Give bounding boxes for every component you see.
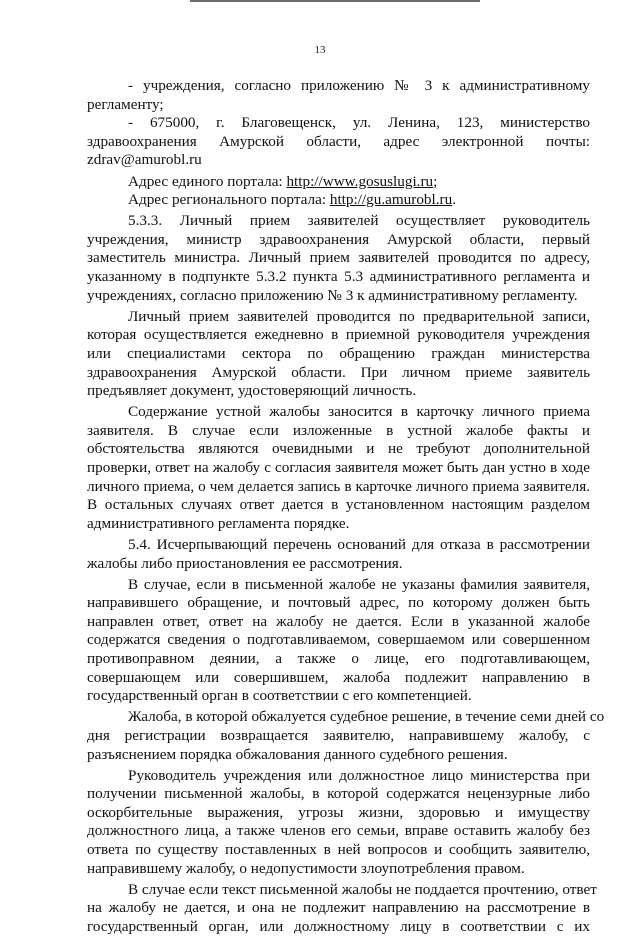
gosuslugi-link[interactable]: http://www.gosuslugi.ru xyxy=(286,172,434,190)
portal-label: Адрес единого портала: xyxy=(128,172,287,190)
punctuation: ; xyxy=(433,172,438,190)
text-line: на жалобу не дается, и она не подлежит направлению на рассмотрение в xyxy=(87,899,590,917)
text-line: или специалистами сектора по обращению граждан министерства xyxy=(87,344,590,362)
text-line: учреждениях, согласно приложению № 3 к административному регламенту. xyxy=(87,286,578,304)
amurobl-link[interactable]: http://gu.amurobl.ru xyxy=(329,191,453,209)
text-line: здравоохранения Амурской области, адрес электронной почты: xyxy=(87,132,590,150)
text-line: которая осуществляется ежедневно в приемной руководителя учреждения xyxy=(87,326,590,344)
text-line: Руководитель учреждения или должностное лицо министерства при xyxy=(128,766,590,784)
text-line: должностного лица, а также членов его семьи, вправе оставить жалобу без xyxy=(87,822,590,840)
text-line: 5.3.3. Личный прием заявителей осуществляет руководитель xyxy=(128,212,590,230)
text-line: дня регистрации возвращается заявителю, направившему жалобу, с xyxy=(87,726,590,744)
text-line: заместитель министра. Личный прием заявителей проводится по адресу, xyxy=(87,249,590,267)
text-line: Содержание устной жалобы заносится в карточку личного приема xyxy=(128,403,590,421)
text-line: ответа по существу поставленных в ней вопросов и сообщить заявителю, xyxy=(87,841,590,858)
text-line: противоправном деянии, а также о лице, его подготавливающем, xyxy=(87,650,590,667)
text-line: здравоохранения Амурской области. При личном приеме заявитель xyxy=(87,363,590,381)
text-line: разъяснением порядка обжалования данного судебного решения. xyxy=(87,745,508,763)
text-line: В случае, если в письменной жалобе не указаны фамилия заявителя, xyxy=(128,575,590,593)
portal-line xyxy=(128,190,640,210)
text-line: личного приема, о чем делается запись в карточке личного приема заявителя. xyxy=(87,477,590,495)
text-line: содержатся сведения о подготавливаемом, совершаемом или совершенном xyxy=(87,631,590,649)
portal-line xyxy=(128,172,640,192)
text-line: заявителя. В случае если изложенные в устной жалобе факты и xyxy=(87,421,590,439)
text-line: Жалоба, в которой обжалуется судебное решение, в течение семи дней со xyxy=(128,708,605,726)
top-rule xyxy=(190,0,480,2)
text-line: направившему жалобу, о недопустимости злоупотребления правом. xyxy=(87,859,525,877)
text-line: предъявляет документ, удостоверяющий личность. xyxy=(87,382,417,400)
text-line: оскорбительные выражения, угрозы жизни, здоровью и имуществу xyxy=(87,803,590,821)
text-line: В случае если текст письменной жалобы не поддается прочтению, ответ xyxy=(128,880,597,898)
text-line: получении письменной жалобы, в которой содержатся нецензурные либо xyxy=(87,785,590,803)
punctuation: . xyxy=(452,191,456,209)
text-line: жалобы либо приостановления ее рассмотрения. xyxy=(87,554,403,572)
text-line: обстоятельства являются очевидными и не требуют дополнительной xyxy=(87,440,590,458)
text-line: - учреждения, согласно приложению № 3 к административному xyxy=(128,77,590,94)
text-line: учреждения, министр здравоохранения Амурской области, первый xyxy=(87,230,590,248)
text-line: совершающем или совершившем, жалоба подлежит направлению в xyxy=(87,668,590,686)
portal-label: Адрес регионального портала: xyxy=(128,191,330,209)
text-line: zdrav@amurobl.ru xyxy=(87,151,202,169)
text-line: проверки, ответ на жалобу с согласия заявителя может быть дан устно в ходе xyxy=(87,459,590,476)
page-number: 13 xyxy=(314,44,326,56)
text-line: Личный прием заявителей проводится по предварительной записи, xyxy=(128,307,590,325)
text-line: государственный орган в соответствии с его компетенцией. xyxy=(87,687,472,705)
text-line: административного регламента порядке. xyxy=(87,514,350,532)
text-line: направлен ответ, ответ на жалобу не дается. Если в указанной жалобе xyxy=(87,612,590,630)
text-line: регламенту; xyxy=(87,95,164,113)
text-line: государственный орган, или должностному лицу в соответствии с их xyxy=(87,917,590,935)
text-line: 5.4. Исчерпывающий перечень оснований для отказа в рассмотрении xyxy=(128,535,590,553)
text-line: направившего обращение, и почтовый адрес, по которому должен быть xyxy=(87,594,590,612)
text-line: - 675000, г. Благовещенск, ул. Ленина, 123, министерство xyxy=(128,114,590,132)
text-line: указанному в подпункте 5.3.2 пункта 5.3 административного регламента и xyxy=(87,268,590,285)
text-line: В остальных случаях ответ дается в установленном настоящим разделом xyxy=(87,496,590,514)
